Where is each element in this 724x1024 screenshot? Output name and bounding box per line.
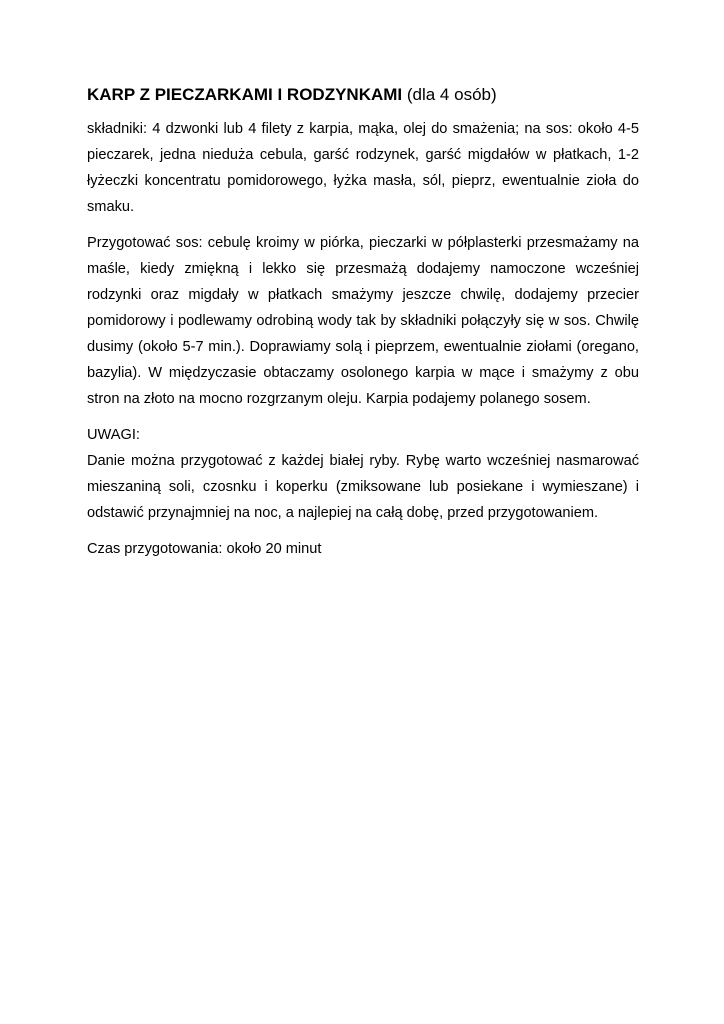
spacer [87,526,639,536]
recipe-title-main: KARP Z PIECZARKAMI I RODZYNKAMI [87,85,403,104]
prep-time: Czas przygotowania: około 20 minut [87,541,322,557]
recipe-title-servings: (dla 4 osób) [402,85,497,104]
recipe-title [87,84,639,106]
preparation-paragraph: Przygotować sos: cebulę kroimy w piórka, pieczarki w półplasterki przesmażamy na maśle, kiedy zmiękną i lekko się przesmażą dodajemy namoczone wcześniej rodzynki oraz migdały w płatkach smażymy jeszcze chwilę, dodajemy przecier pomidorowy i podlewamy odrobiną wody tak by składniki połączyły się w sos. Chwilę dusimy (około 5-7 min.). Doprawiamy solą i pieprzem, ewentualnie ziołami (oregano, bazylia). W międzyczasie obtaczamy osolonego karpia w mące i smażymy z obu stron na złoto na mocno rozgrzanym oleju. Karpia podajemy polanego sosem. [87,235,639,407]
notes-paragraph: Danie można przygotować z każdej białej ryby. Rybę warto wcześniej nasmarować mieszaniną soli, czosnku i koperku (zmiksowane lub posiekane i wymieszane) i odstawić przynajmniej na noc, a najlepiej na całą dobę, przed przygotowaniem. [87,453,639,521]
notes-heading: UWAGI: [87,427,140,443]
ingredients-paragraph: składniki: 4 dzwonki lub 4 filety z karpia, mąka, olej do smażenia; na sos: około 4-5 pieczarek, jedna nieduża cebula, garść rodzynek, garść migdałów w płatkach, 1-2 łyżeczki koncentratu pomidorowego, łyżka masła, sól, pieprz, ewentualnie zioła do smaku. [87,121,639,215]
spacer [87,220,639,230]
spacer [87,412,639,422]
recipe-document [87,84,639,562]
